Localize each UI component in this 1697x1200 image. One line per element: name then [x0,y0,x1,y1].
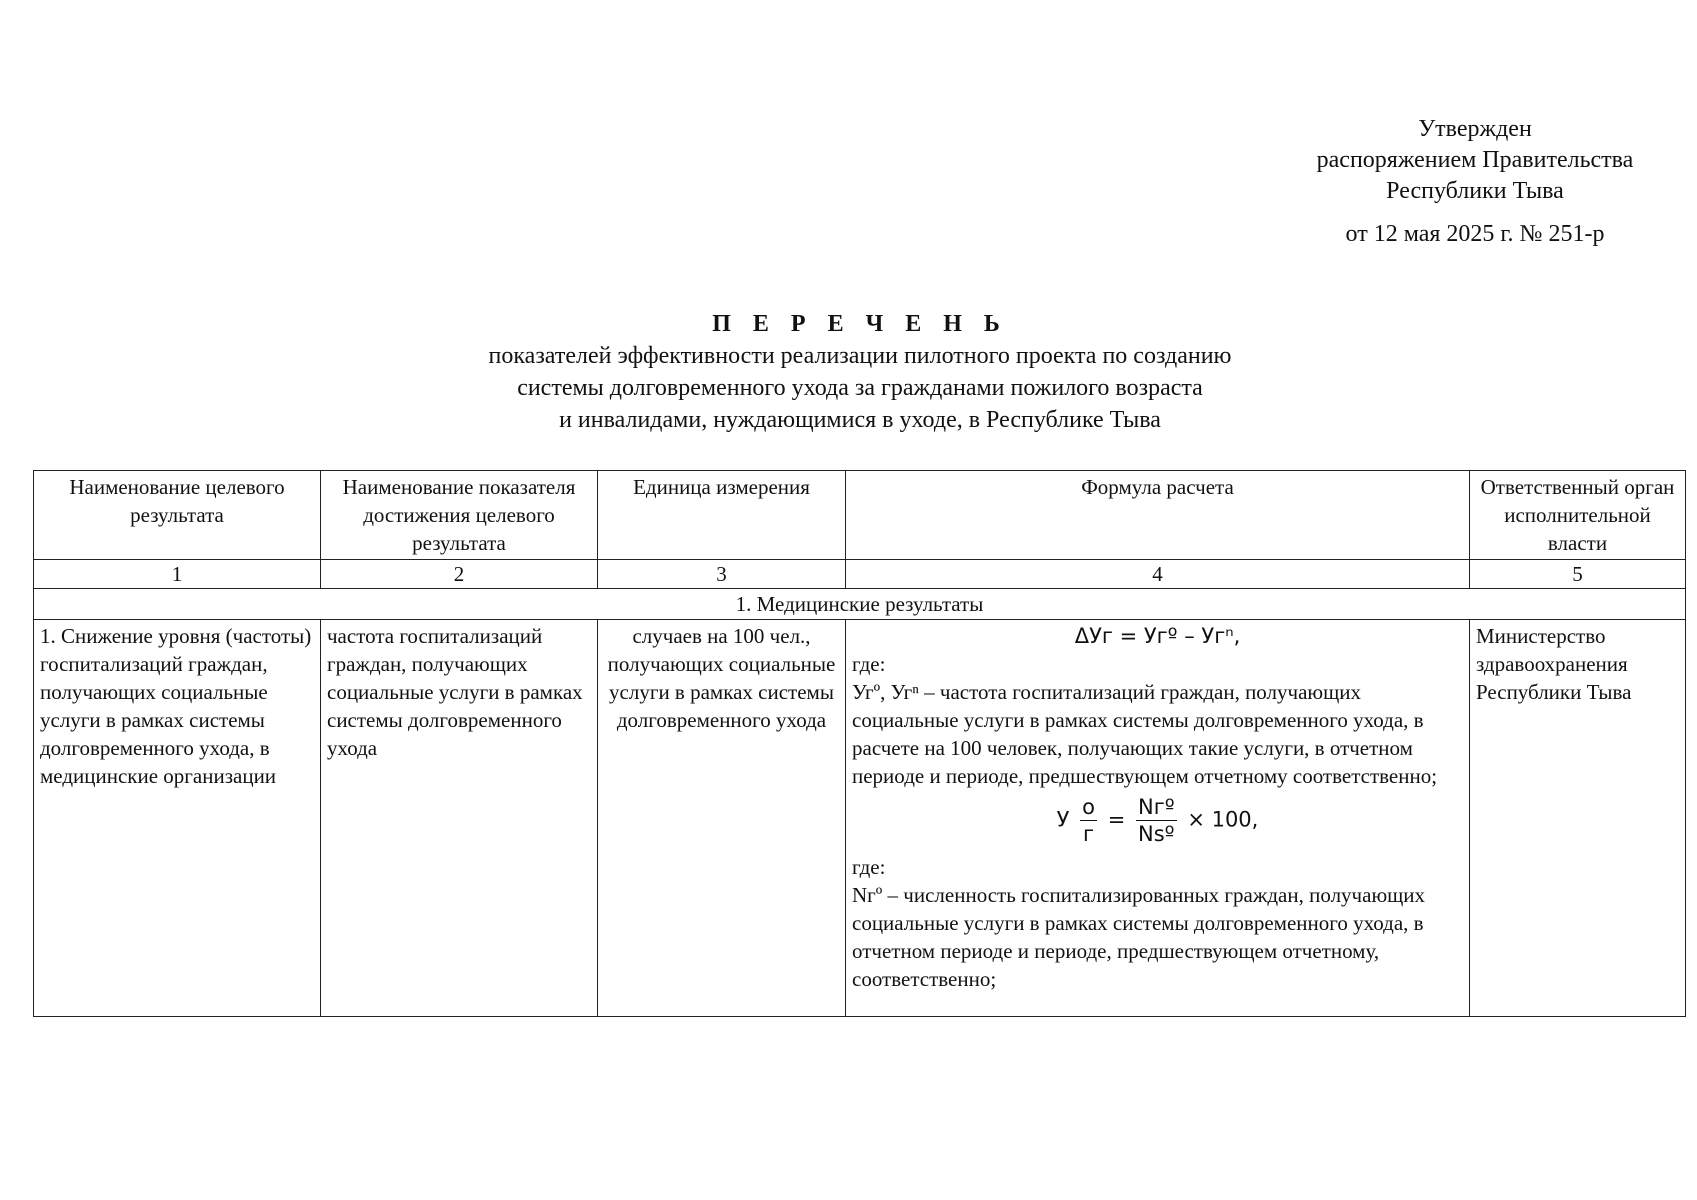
column-number: 5 [1470,560,1686,589]
cell-formula [846,620,1470,1017]
approval-approved: Утвержден [1418,116,1532,142]
header-result: Наименование целевого результата [34,471,321,560]
column-number: 4 [846,560,1470,589]
cell-result: 1. Снижение уровня (частоты) госпитализаций граждан, получающих социальные услуги в рамках системы долговременного ухода, в медицинские организации [34,620,321,1017]
formula-description-2: Nгº – численность госпитализированных граждан, получающих социальные услуги в рамках системы долговременного ухода, в отчетном периоде и периоде, предшествующем отчетному, соответственно; [852,883,1426,991]
indicators-table [33,470,1686,1017]
table-row [34,620,1686,1017]
approval-order: распоряжением Правительства [1316,147,1634,173]
formula-description-1: Угº, Угⁿ – частота госпитализаций граждан, получающих социальные услуги в рамках системы долговременного ухода, в расчете на 100 человек, получающих такие услуги, в отчетном периоде и периоде, предшествующем отчетному соответственно; [852,680,1438,788]
formula-lhs: У [1056,807,1070,832]
header-responsible: Ответственный орган исполнительной власти [1470,471,1686,560]
formula-equals: = [1107,807,1126,832]
title-line-2: системы долговременного ухода за гражданами пожилого возраста [517,375,1203,401]
approval-republic: Республики Тыва [1386,178,1564,204]
section-row [34,589,1686,620]
header-unit: Единица измерения [598,471,846,560]
formula-lhs-denominator: г [1083,822,1095,846]
formula-multiplier: × 100, [1187,807,1259,832]
cell-indicator: частота госпитализаций граждан, получающих социальные услуги в рамках системы долговременного ухода [321,620,598,1017]
formula-fraction [852,794,1463,847]
title-heading: П Е Р Е Ч Е Н Ь [712,311,1008,337]
column-number-row [34,560,1686,589]
column-number: 2 [321,560,598,589]
title-line-3: и инвалидами, нуждающимися в уходе, в Республике Тыва [559,407,1161,433]
column-number: 3 [598,560,846,589]
cell-responsible: Министерство здравоохранения Республики Тыва [1470,620,1686,1017]
document-title [300,308,1420,436]
section-title: 1. Медицинские результаты [34,589,1686,620]
formula-denominator: Nsº [1138,822,1175,846]
header-formula: Формула расчета [846,471,1470,560]
approval-stamp [1265,114,1685,250]
column-number: 1 [34,560,321,589]
formula-numerator: Nгº [1137,795,1175,819]
formula-where-2: где: [852,855,886,879]
formula-where-1: где: [852,652,886,676]
formula-lhs-numerator: о [1082,795,1095,819]
table-header-row [34,471,1686,560]
cell-unit: случаев на 100 чел., получающих социальные услуги в рамках системы долговременного ухода [598,620,846,1017]
formula-main: ΔУг = Угº – Угⁿ, [1074,624,1241,648]
approval-date: от 12 мая 2025 г. № 251-р [1345,221,1605,247]
formula-lhs-fraction [1080,794,1097,847]
header-indicator: Наименование показателя достижения целевого результата [321,471,598,560]
formula-rhs-fraction [1136,794,1177,847]
title-line-1: показателей эффективности реализации пилотного проекта по созданию [488,343,1232,369]
